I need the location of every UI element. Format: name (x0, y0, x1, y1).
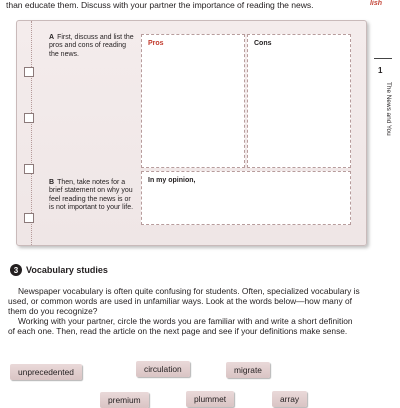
binder-strip (17, 21, 32, 245)
cons-label: Cons (254, 40, 272, 47)
binder-hole (24, 213, 34, 223)
pros-box[interactable] (141, 34, 245, 168)
vocabulary-heading-text: Vocabulary studies (26, 265, 108, 275)
word-chip[interactable]: premium (100, 392, 149, 408)
cons-box[interactable] (247, 34, 351, 168)
chapter-title: The News and You (385, 82, 392, 136)
row-b-text: Then, take notes for a brief statement on why you feel reading the news is or is not important to your life. (49, 179, 134, 212)
pros-label: Pros (148, 40, 164, 47)
vocab-paragraph-1: Newspaper vocabulary is often quite confusing for students. Often, specialized vocabulary is used, or common words are used in unfamiliar ways. Look at the words below—how many of them do you recognize? (8, 286, 360, 316)
intro-text: than educate them. Discuss with your partner the importance of reading the news. (6, 0, 314, 10)
opinion-box[interactable] (141, 171, 351, 225)
row-a-letter: A (49, 34, 55, 41)
vocab-paragraph-2: Working with your partner, circle the words you are familiar with and write a short definition of each one. Then, read the article on the next page and see if your definitions make sense. (8, 316, 353, 336)
word-chip[interactable]: migrate (226, 362, 270, 378)
chapter-number: 1 (378, 66, 383, 75)
row-a-instructions (49, 34, 135, 59)
row-b-instructions (49, 179, 135, 213)
side-tab-label: lish (369, 0, 382, 7)
opinion-label: In my opinion, (148, 177, 196, 184)
side-tab-top (370, 0, 400, 10)
row-a-text: First, discuss and list the pros and cons of reading the news. (49, 34, 134, 58)
notes-binder (16, 20, 367, 246)
vocabulary-heading (10, 264, 108, 276)
word-chip[interactable]: circulation (136, 361, 190, 377)
word-chip[interactable]: array (272, 391, 307, 407)
binder-hole (24, 113, 34, 123)
binder-hole (24, 67, 34, 77)
row-b-letter: B (49, 179, 55, 186)
side-divider (374, 58, 392, 59)
word-chip[interactable]: plummet (186, 391, 234, 407)
section-number-badge: 3 (10, 264, 22, 276)
binder-hole (24, 164, 34, 174)
word-chip[interactable]: unprecedented (10, 364, 82, 380)
